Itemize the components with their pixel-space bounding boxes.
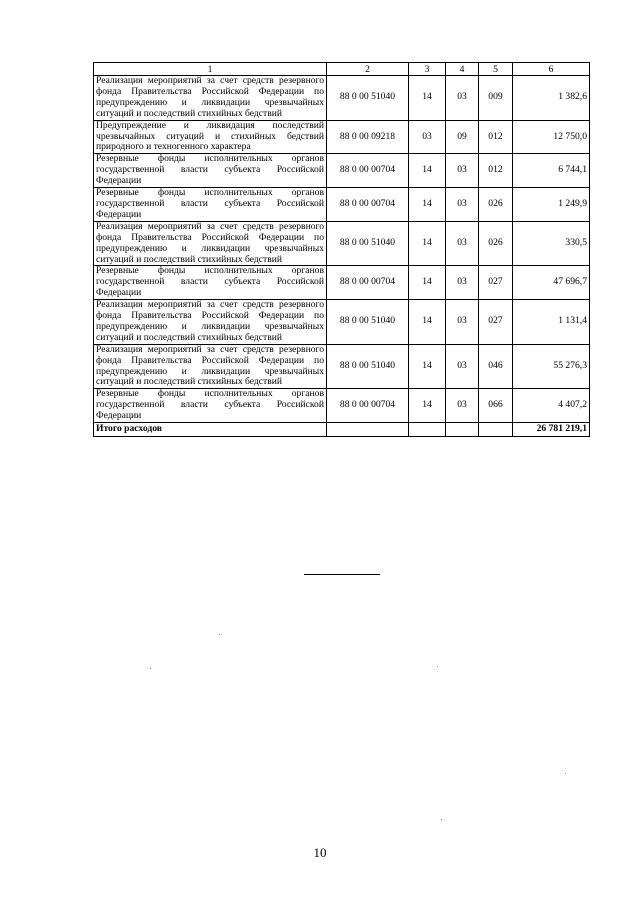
expense-type: 027: [479, 300, 513, 345]
subsection: 03: [446, 266, 479, 300]
amount: 12 750,0: [513, 120, 590, 154]
section: 14: [409, 188, 446, 222]
subsection: 03: [446, 389, 479, 423]
expense-type: 026: [479, 221, 513, 266]
section: 14: [409, 300, 446, 345]
total-row: [94, 423, 590, 437]
item-name: Резервные фонды исполнительных органов государственной власти субъекта Российской Федерации: [94, 188, 327, 222]
end-divider-line: [304, 574, 380, 575]
item-name: Реализация мероприятий за счет средств резервного фонда Правительства Российской Федерации по предупреждению и ликвидации чрезвычайных ситуаций и последствий стихийных бедствий: [94, 76, 327, 121]
program-code: 88 0 00 00704: [327, 154, 409, 188]
item-name: Реализация мероприятий за счет средств резервного фонда Правительства Российской Федерации по предупреждению и ликвидации чрезвычайных ситуаций и последствий стихийных бедствий: [94, 344, 327, 389]
expense-type: 012: [479, 120, 513, 154]
column-number-row: [94, 63, 590, 76]
program-code: 88 0 00 00704: [327, 266, 409, 300]
empty-cell: [409, 423, 446, 437]
amount: 1 249,9: [513, 188, 590, 222]
table-row: [94, 266, 590, 300]
empty-cell: [446, 423, 479, 437]
program-code: 88 0 00 51040: [327, 221, 409, 266]
amount: 4 407,2: [513, 389, 590, 423]
program-code: 88 0 00 09218: [327, 120, 409, 154]
empty-cell: [479, 423, 513, 437]
scan-speck: [565, 773, 566, 774]
col-header-3: 3: [409, 63, 446, 76]
item-name: Реализация мероприятий за счет средств резервного фонда Правительства Российской Федерации по предупреждению и ликвидации чрезвычайных ситуаций и последствий стихийных бедствий: [94, 221, 327, 266]
section: 14: [409, 389, 446, 423]
table-row: [94, 389, 590, 423]
program-code: 88 0 00 51040: [327, 76, 409, 121]
item-name: Предупреждение и ликвидация последствий чрезвычайных ситуаций и стихийных бедствий природного и техногенного характера: [94, 120, 327, 154]
item-name: Резервные фонды исполнительных органов государственной власти субъекта Российской Федерации: [94, 266, 327, 300]
program-code: 88 0 00 51040: [327, 344, 409, 389]
expense-type: 046: [479, 344, 513, 389]
amount: 330,5: [513, 221, 590, 266]
expense-type: 026: [479, 188, 513, 222]
total-amount: 26 781 219,1: [513, 423, 590, 437]
section: 14: [409, 344, 446, 389]
page-number: 10: [313, 845, 327, 860]
table-row: [94, 300, 590, 345]
section: 14: [409, 221, 446, 266]
section: 14: [409, 266, 446, 300]
table-row: [94, 221, 590, 266]
expense-type: 066: [479, 389, 513, 423]
scan-speck: [437, 666, 438, 667]
program-code: 88 0 00 51040: [327, 300, 409, 345]
col-header-4: 4: [446, 63, 479, 76]
table-row: [94, 120, 590, 154]
col-header-2: 2: [327, 63, 409, 76]
subsection: 03: [446, 221, 479, 266]
subsection: 03: [446, 300, 479, 345]
expense-type: 027: [479, 266, 513, 300]
total-label: Итого расходов: [94, 423, 327, 437]
section: 14: [409, 76, 446, 121]
item-name: Резервные фонды исполнительных органов государственной власти субъекта Российской Федерации: [94, 389, 327, 423]
table-row: [94, 344, 590, 389]
scan-speck: [219, 634, 220, 635]
subsection: 03: [446, 154, 479, 188]
expense-type: 009: [479, 76, 513, 121]
scan-speck: [441, 819, 442, 820]
expense-type: 012: [479, 154, 513, 188]
amount: 1 382,6: [513, 76, 590, 121]
col-header-1: 1: [94, 63, 327, 76]
table-row: [94, 188, 590, 222]
scan-speck: [150, 668, 151, 669]
item-name: Реализация мероприятий за счет средств резервного фонда Правительства Российской Федерации по предупреждению и ликвидации чрезвычайных ситуаций и последствий стихийных бедствий: [94, 300, 327, 345]
col-header-5: 5: [479, 63, 513, 76]
subsection: 03: [446, 344, 479, 389]
amount: 6 744,1: [513, 154, 590, 188]
section: 03: [409, 120, 446, 154]
program-code: 88 0 00 00704: [327, 389, 409, 423]
item-name: Резервные фонды исполнительных органов государственной власти субъекта Российской Федерации: [94, 154, 327, 188]
table-row: [94, 154, 590, 188]
amount: 1 131,4: [513, 300, 590, 345]
amount: 55 276,3: [513, 344, 590, 389]
amount: 47 696,7: [513, 266, 590, 300]
section: 14: [409, 154, 446, 188]
empty-cell: [327, 423, 409, 437]
program-code: 88 0 00 00704: [327, 188, 409, 222]
subsection: 03: [446, 76, 479, 121]
col-header-6: 6: [513, 63, 590, 76]
subsection: 03: [446, 188, 479, 222]
table-row: [94, 76, 590, 121]
expenses-table: [93, 62, 590, 437]
subsection: 09: [446, 120, 479, 154]
